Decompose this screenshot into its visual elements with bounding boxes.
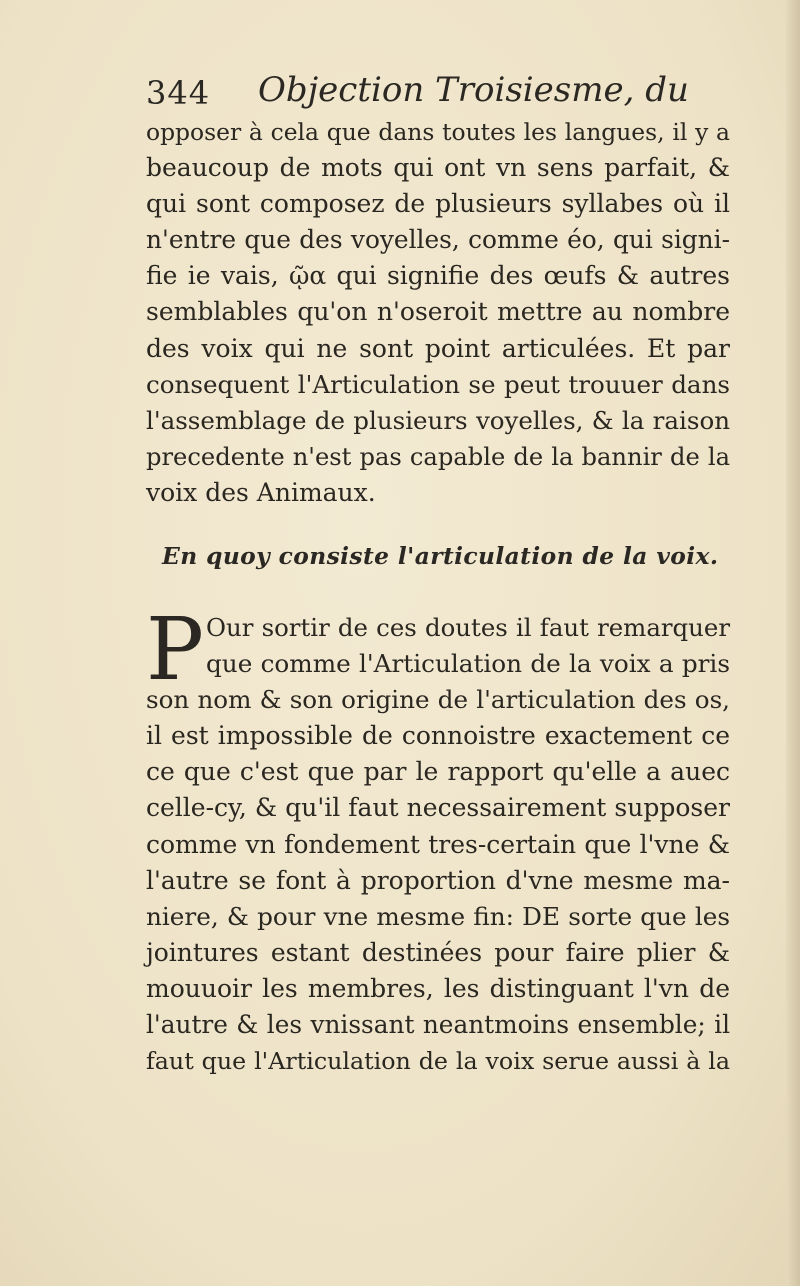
text-line: des voix qui ne sont point articulées. Et par bbox=[146, 333, 730, 363]
text-line: l'assemblage de plusieurs voyelles, & la raison bbox=[146, 405, 730, 435]
drop-cap: P bbox=[146, 600, 204, 700]
page-header bbox=[146, 66, 736, 118]
text-line: beaucoup de mots qui ont vn sens parfait, & bbox=[146, 153, 730, 183]
text-line: precedente n'est pas capable de la bannir de la bbox=[146, 442, 730, 471]
section-heading: En quoy consiste l'articulation de la voix. bbox=[162, 542, 719, 570]
text-line: mouuoir les membres, les distinguant l'vn de bbox=[146, 973, 730, 1003]
running-head: Objection Troisiesme, du bbox=[258, 70, 689, 110]
paragraph-2 bbox=[146, 600, 730, 1079]
text-line: faut que l'Articulation de la voix serue aussi à la bbox=[146, 1047, 730, 1076]
text-line: l'autre se font à proportion d'vne mesme ma- bbox=[146, 865, 730, 895]
text-line: opposer à cela que dans toutes les langues, il y a bbox=[146, 118, 730, 146]
text-line: Our sortir de ces doutes il faut remarquer bbox=[206, 613, 730, 642]
text-line: que comme l'Articulation de la voix a pris bbox=[206, 649, 730, 679]
page-number: 344 bbox=[146, 74, 211, 112]
text-line: niere, & pour vne mesme fin: DE sorte que les bbox=[146, 901, 730, 931]
text-line: l'autre & les vnissant neantmoins ensemble; il bbox=[146, 1010, 730, 1040]
text-line: son nom & son origine de l'articulation des os, bbox=[146, 685, 730, 715]
text-line: consequent l'Articulation se peut trouuer dans bbox=[146, 369, 730, 399]
text-line: jointures estant destinées pour faire plier & bbox=[146, 937, 730, 967]
text-line: comme vn fondement tres-certain que l'vne & bbox=[146, 829, 730, 859]
page-edge bbox=[786, 0, 800, 1286]
text-line: n'entre que des voyelles, comme éo, qui signi- bbox=[146, 225, 730, 255]
text-line: qui sont composez de plusieurs syllabes où il bbox=[146, 189, 730, 219]
text-line: ce que c'est que par le rapport qu'elle a auec bbox=[146, 757, 730, 787]
paragraph-1 bbox=[146, 114, 730, 511]
text-line: il est impossible de connoistre exactement ce bbox=[146, 721, 730, 751]
text-line: celle-cy, & qu'il faut necessairement supposer bbox=[146, 793, 730, 823]
text-line: fie ie vais, ῷα qui signifie des œufs & autres bbox=[146, 261, 730, 291]
text-line: voix des Animaux. bbox=[146, 477, 376, 507]
text-line: semblables qu'on n'oseroit mettre au nombre bbox=[146, 297, 730, 327]
